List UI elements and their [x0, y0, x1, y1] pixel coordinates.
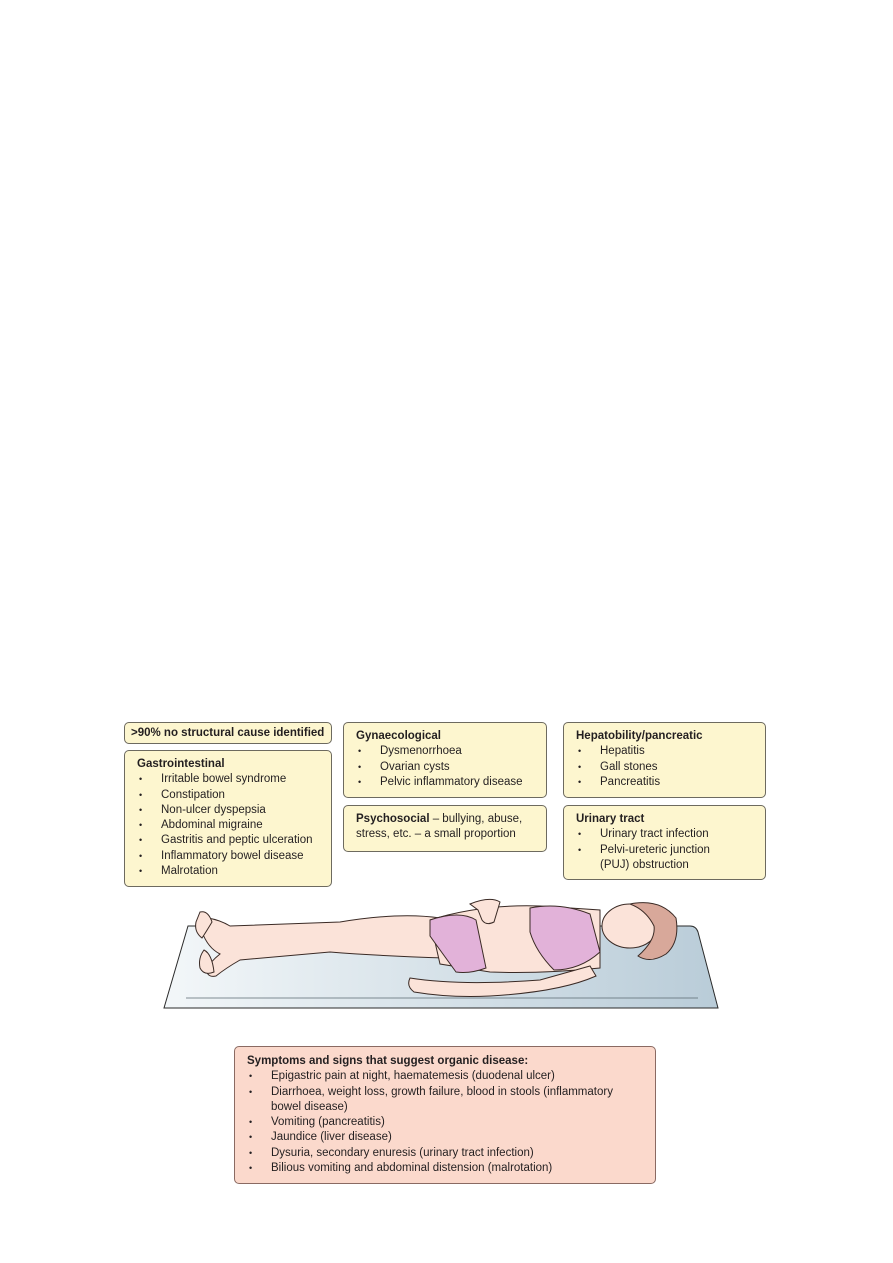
gynaecological-title: Gynaecological: [356, 730, 442, 742]
list-item-text: Diarrhoea, weight loss, growth failure, blood in stools (inflammatory: [271, 1085, 613, 1098]
psychosocial-text-2: stress, etc. – a small proportion: [356, 828, 516, 841]
note-text: >90% no structural cause identified: [131, 727, 325, 739]
list-item-text: Pelvi-ureteric junction: [600, 843, 710, 856]
list-item: • Epigastric pain at night, haematemesis (duodenal ulcer): [247, 1069, 645, 1084]
list-item: • Jaundice (liver disease): [247, 1130, 645, 1145]
gastrointestinal-title: Gastrointestinal: [137, 758, 225, 770]
psychosocial-text-1: – bullying, abuse,: [429, 813, 523, 825]
list-item-continuation: (PUJ) obstruction: [600, 858, 689, 871]
gastrointestinal-box: [124, 750, 332, 887]
list-item: • Non-ulcer dyspepsia: [137, 803, 321, 818]
list-item: • Abdominal migraine: [137, 818, 321, 833]
list-item: • Dysmenorrhoea: [356, 744, 536, 759]
urinary-list: [576, 827, 755, 873]
list-item: • Pancreatitis: [576, 775, 755, 790]
list-item: • Gastritis and peptic ulceration: [137, 833, 321, 848]
list-item: • Bilious vomiting and abdominal distension (malrotation): [247, 1161, 645, 1176]
list-item-continuation: bowel disease): [271, 1100, 348, 1113]
symptoms-title: Symptoms and signs that suggest organic disease:: [247, 1055, 529, 1067]
list-item: • Dysuria, secondary enuresis (urinary tract infection): [247, 1146, 645, 1161]
urinary-tract-box: [563, 805, 766, 880]
list-item: [576, 843, 755, 874]
list-item: • Inflammatory bowel disease: [137, 849, 321, 864]
gynaecological-box: [343, 722, 547, 798]
patient-illustration: [160, 892, 722, 1012]
list-item: • Constipation: [137, 788, 321, 803]
urinary-title: Urinary tract: [576, 813, 645, 825]
psychosocial-box: [343, 805, 547, 852]
list-item: • Vomiting (pancreatitis): [247, 1115, 645, 1130]
list-item: • Gall stones: [576, 760, 755, 775]
list-item: • Hepatitis: [576, 744, 755, 759]
hepatobility-box: [563, 722, 766, 798]
list-item: [247, 1085, 645, 1116]
list-item: • Malrotation: [137, 864, 321, 879]
list-item: • Urinary tract infection: [576, 827, 755, 842]
no-structural-cause-note: [124, 722, 332, 744]
gynaecological-list: [356, 744, 536, 790]
psychosocial-title: Psychosocial: [356, 813, 430, 825]
organic-disease-symptoms-box: [234, 1046, 656, 1184]
symptoms-list: [247, 1069, 645, 1176]
psychosocial-line1: [356, 812, 538, 827]
list-item: • Pelvic inflammatory disease: [356, 775, 536, 790]
hepatobility-title: Hepatobility/pancreatic: [576, 730, 703, 742]
list-item: • Ovarian cysts: [356, 760, 536, 775]
gastrointestinal-list: [137, 772, 321, 879]
hepatobility-list: [576, 744, 755, 790]
list-item: • Irritable bowel syndrome: [137, 772, 321, 787]
